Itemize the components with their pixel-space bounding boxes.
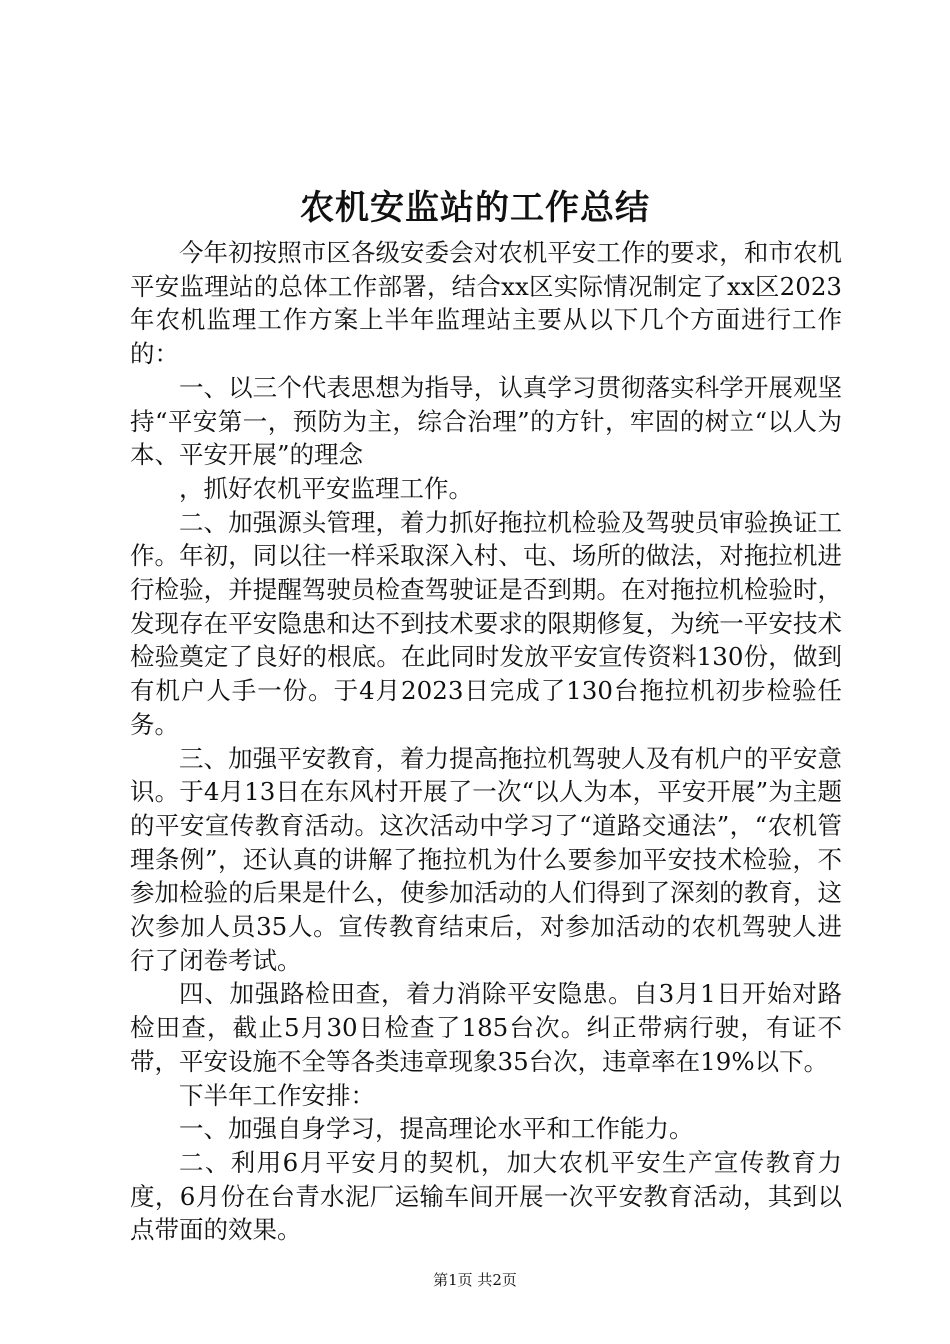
paragraph-item-1-cont: ，抓好农机平安监理工作。 [179, 473, 473, 503]
paragraph-intro: 今年初按照市区各级安委会对农机平安工作的要求，和市农机平安监理站的总体工作部署，结合xx区实际情况制定了xx区2023年农机监理工作方案上半年监理站主要从以下几个方面进行工作的： [130, 238, 842, 369]
paragraph-item-4: 四、加强路检田查，着力消除平安隐患。自3月1日开始对路检田查，截止5月30日检查了185台次。纠正带病行驶，有证不带，平安设施不全等各类违章现象35台次，违章率在19%以下。 [130, 979, 842, 1076]
paragraph-plan-2: 二、利用6月平安月的契机，加大农机平安生产宣传教育力度，6月份在台青水泥厂运输车间开展一次平安教育活动，其到以点带面的效果。 [130, 1147, 842, 1245]
paragraph-item-2: 二、加强源头管理，着力抓好拖拉机检验及驾驶员审验换证工作。年初，同以往一样采取深入村、屯、场所的做法，对拖拉机进行检验，并提醒驾驶员检查驾驶证是否到期。在对拖拉机检验时，发现存在平安隐患和达不到技术要求的限期修复，为统一平安技术检验奠定了良好的根底。在此同时发放平安宣传资料130份，做到有机户人手一份。于4月2023日完成了130台拖拉机初步检验任务。 [130, 507, 842, 739]
document-title: 农机安监站的工作总结 [300, 188, 650, 228]
paragraph-item-3: 三、加强平安教育，着力提高拖拉机驾驶人及有机户的平安意识。于4月13日在东风村开展了一次“以人为本，平安开展”为主题的平安宣传教育活动。这次活动中学习了“道路交通法”，“农机管理条例”，还认真的讲解了拖拉机为什么要参加平安技术检验，不参加检验的后果是什么，使参加活动的人们得到了深刻的教育，这次参加人员35人。宣传教育结束后，对参加活动的农机驾驶人进行了闭卷考试。 [130, 743, 842, 975]
paragraph-plan-1: 一、加强自身学习，提高理论水平和工作能力。 [179, 1114, 694, 1144]
paragraph-item-1: 一、以三个代表思想为指导，认真学习贯彻落实科学开展观坚持“平安第一，预防为主，综合治理”的方针，牢固的树立“以人为本、平安开展”的理念 [130, 372, 842, 470]
paragraph-plan-heading: 下半年工作安排： [179, 1080, 375, 1110]
document-body [130, 236, 842, 1247]
page-footer: 第1页 共2页 [433, 1271, 517, 1289]
